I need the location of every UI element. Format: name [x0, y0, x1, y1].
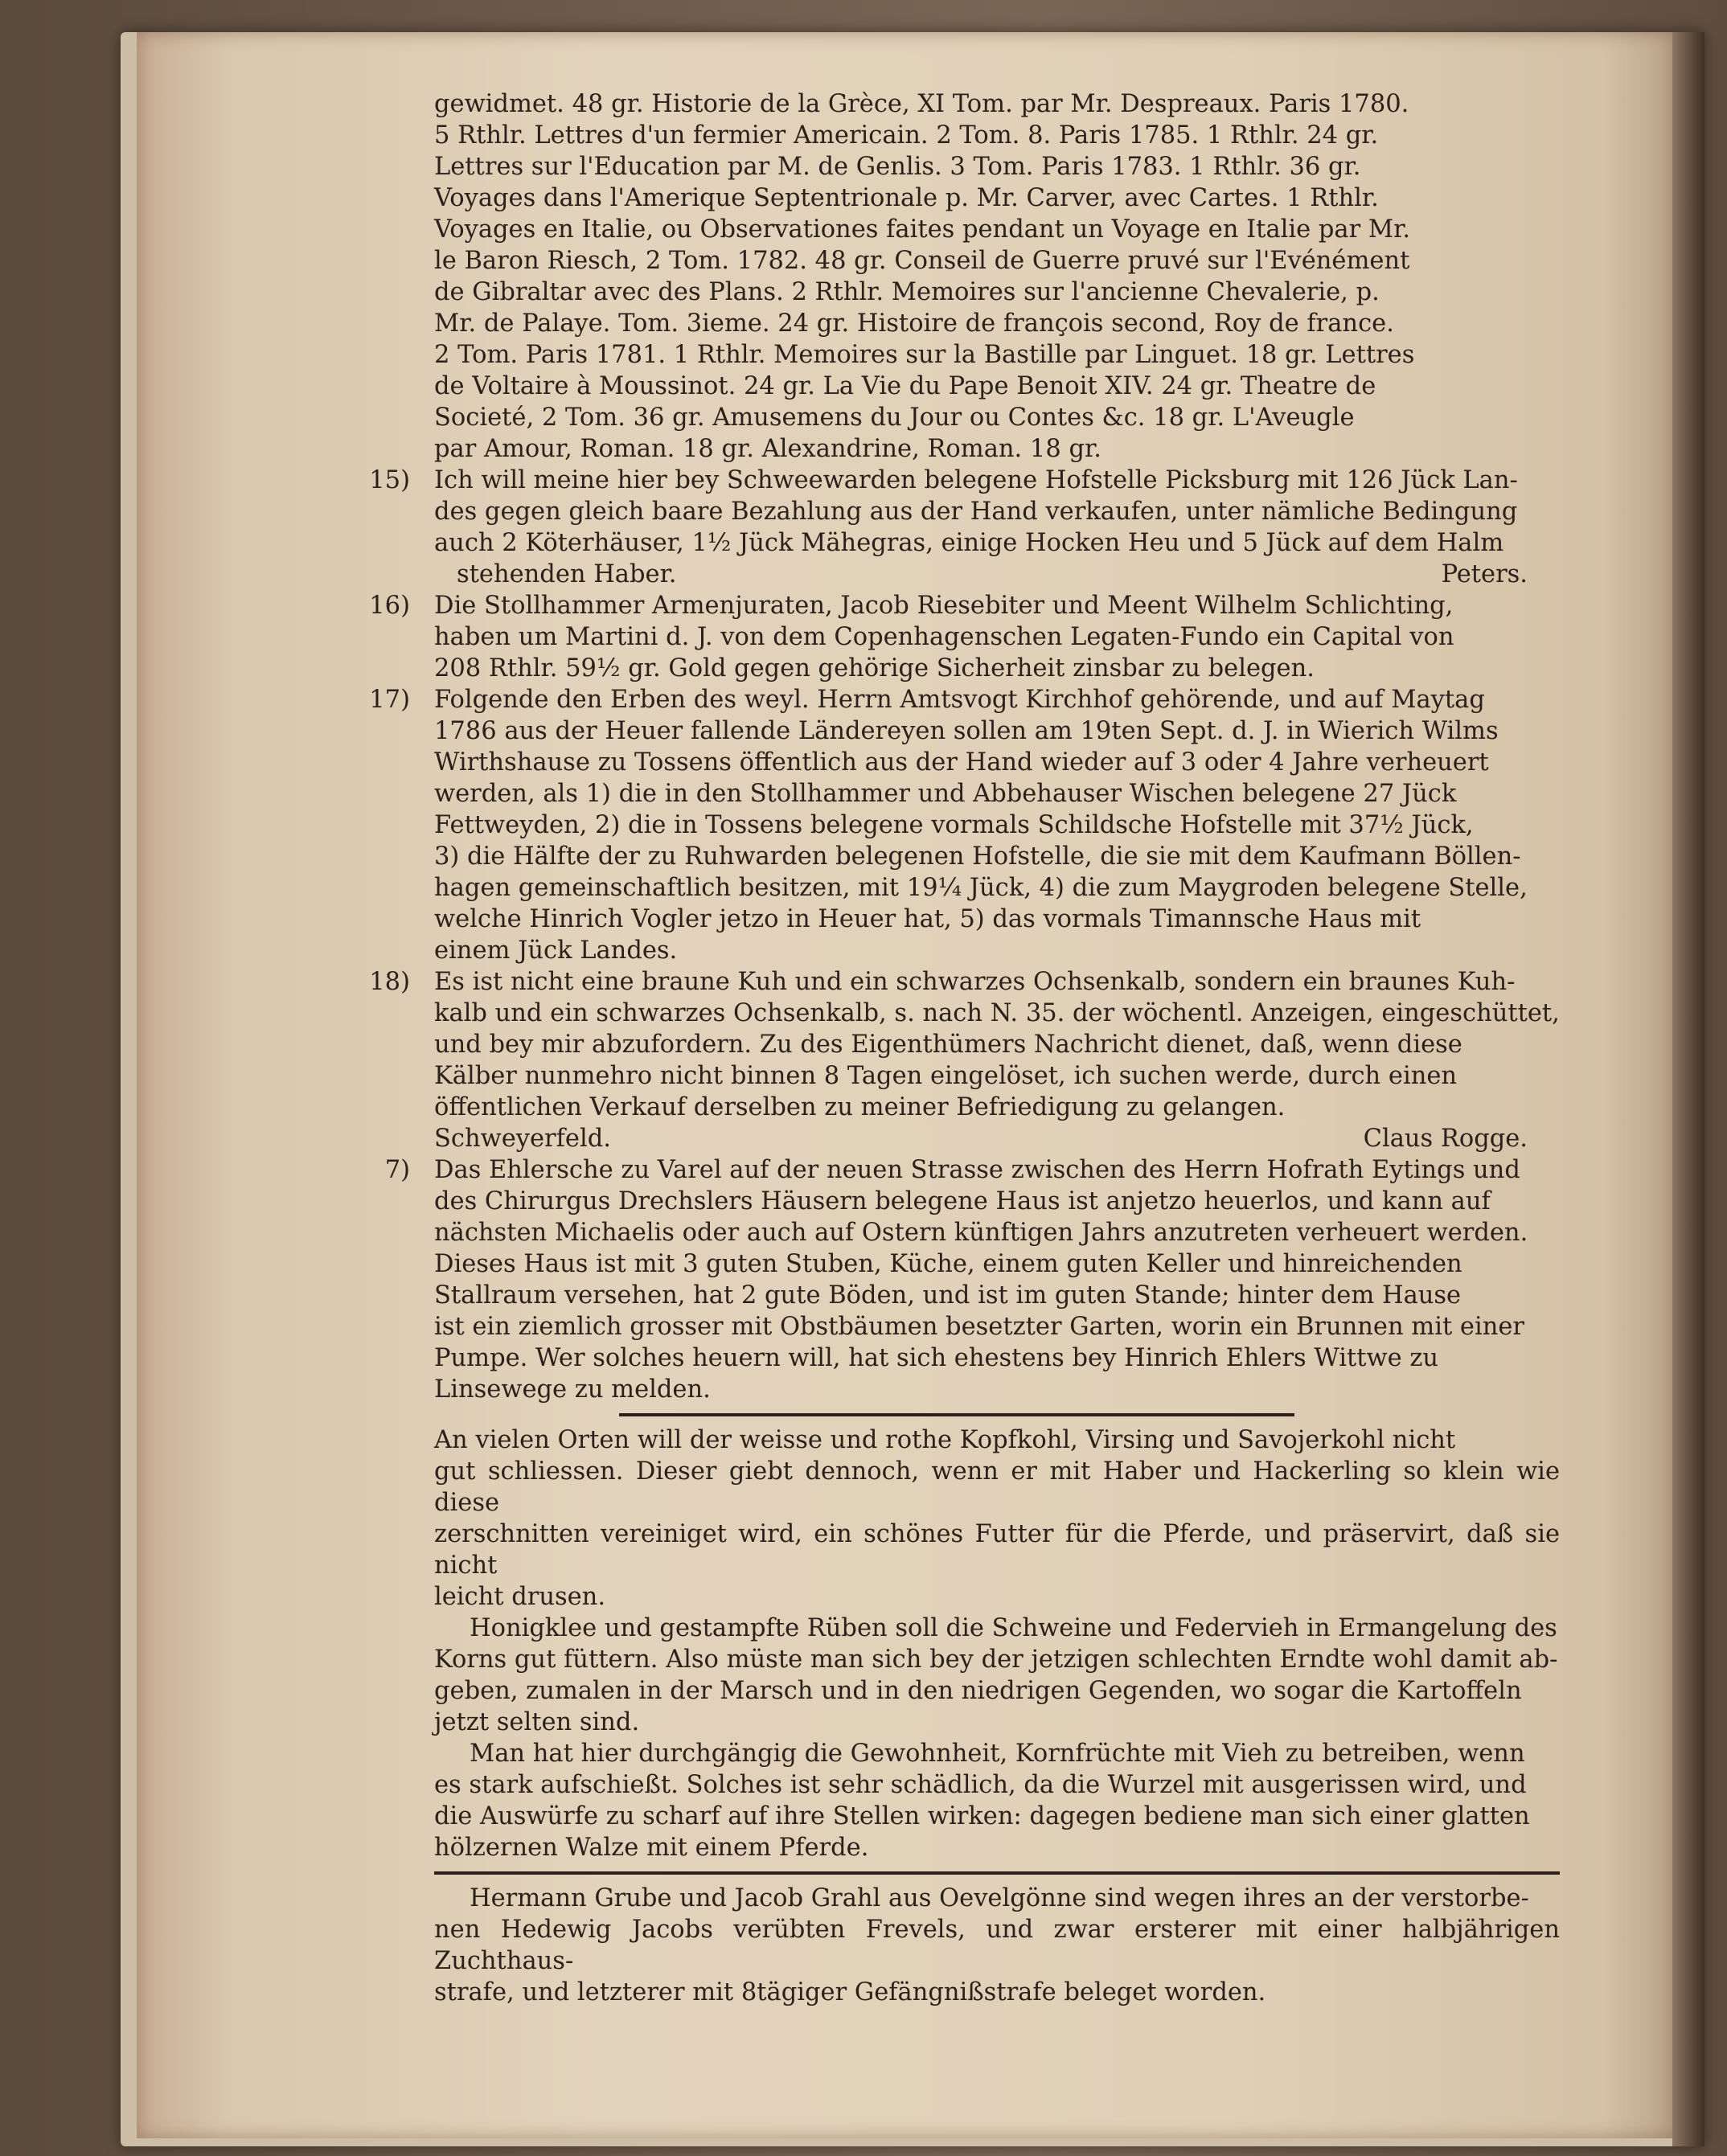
text-line: Linsewege zu melden. — [434, 1375, 711, 1404]
text-line: Stallraum versehen, hat 2 gute Böden, und ist im guten Stande; hinter dem Hause — [434, 1281, 1462, 1310]
text-line: 2 Tom. Paris 1781. 1 Rthlr. Memoires sur la Bastille par Linguet. 18 gr. Lettres — [434, 341, 1415, 369]
text-line: Honigklee und gestampfte Rüben soll die Schweine und Federvieh in Ermangelung des — [470, 1614, 1557, 1642]
text-line: hölzernen Walze mit einem Pferde. — [434, 1834, 869, 1862]
text-line: 5 Rthlr. Lettres d'un fermier Americain. 2 Tom. 8. Paris 1785. 1 Rthlr. 24 gr. — [434, 121, 1379, 150]
notice-number: 15) — [369, 466, 410, 494]
signature: Peters. — [1441, 560, 1528, 588]
text-line: hagen gemeinschaftlich besitzen, mit 19¼ Jück, 4) die zum Maygroden belegene Stelle, — [434, 874, 1528, 902]
text-line: stehenden Haber. — [457, 560, 677, 588]
text-line: nen Hedewig Jacobs verübten Frevels, und zwar ersterer mit einer halbjährigen Zuchthaus- — [434, 1916, 1560, 1975]
notice-number: 18) — [369, 968, 410, 996]
text-line: de Voltaire à Moussinot. 24 gr. La Vie du Pape Benoit XIV. 24 gr. Theatre de — [434, 372, 1376, 400]
advice-paragraph-grain — [434, 1738, 1560, 1863]
section-divider — [434, 1871, 1560, 1875]
text-line: einem Jück Landes. — [434, 937, 678, 965]
text-line: strafe, und letzterer mit 8tägiger Gefängnißstrafe beleget worden. — [434, 1978, 1266, 2006]
text-line: le Baron Riesch, 2 Tom. 1782. 48 gr. Conseil de Guerre pruvé sur l'Evénément — [434, 247, 1410, 275]
text-line: Wirthshause zu Tossens öffentlich aus der Hand wieder auf 3 oder 4 Jahre verheuert — [434, 748, 1489, 777]
text-line: 3) die Hälfte der zu Ruhwarden belegenen Hofstelle, die sie mit dem Kaufmann Böllen- — [434, 842, 1521, 871]
text-line: 208 Rthlr. 59½ gr. Gold gegen gehörige Sicherheit zinsbar zu belegen. — [434, 654, 1315, 682]
text-line: Dieses Haus ist mit 3 guten Stuben, Küche, einem guten Keller und hinreichenden — [434, 1250, 1462, 1278]
text-line: des Chirurgus Drechslers Häusern belegene Haus ist anjetzo heuerlos, und kann auf — [434, 1187, 1491, 1215]
text-line: Man hat hier durchgängig die Gewohnheit, Kornfrüchte mit Vieh zu betreiben, wenn — [470, 1740, 1525, 1768]
signature-place: Schweyerfeld. — [434, 1125, 611, 1153]
text-line: leicht drusen. — [434, 1583, 606, 1611]
text-line: Korns gut füttern. Also müste man sich bey der jetzigen schlechten Erndte wohl damit ab- — [434, 1646, 1558, 1674]
text-line: Societé, 2 Tom. 36 gr. Amusemens du Jour ou Contes &c. 18 gr. L'Aveugle — [434, 404, 1355, 432]
notice-number: 17) — [369, 686, 410, 714]
text-line: auch 2 Köterhäuser, 1½ Jück Mähegras, einige Hocken Heu und 5 Jück auf dem Halm — [434, 529, 1504, 557]
text-line: gut schliessen. Dieser giebt dennoch, wenn er mit Haber und Hackerling so klein wie diese — [434, 1457, 1560, 1517]
text-line: zerschnitten vereiniget wird, ein schönes Futter für die Pferde, und präservirt, daß sie nicht — [434, 1520, 1560, 1580]
notice-number: 16) — [369, 592, 410, 620]
text-line: gewidmet. 48 gr. Historie de la Grèce, XI Tom. par Mr. Despreaux. Paris 1780. — [434, 90, 1409, 118]
text-line: welche Hinrich Vogler jetzo in Heuer hat, 5) das vormals Timannsche Haus mit — [434, 905, 1421, 933]
text-line: jetzt selten sind. — [434, 1708, 640, 1736]
text-line: des gegen gleich baare Bezahlung aus der Hand verkaufen, unter nämliche Bedingung — [434, 498, 1518, 526]
text-line: haben um Martini d. J. von dem Copenhagenschen Legaten-Fundo ein Capital von — [434, 623, 1454, 651]
text-line: ist ein ziemlich grosser mit Obstbäumen besetzter Garten, worin ein Brunnen mit einer — [434, 1313, 1524, 1341]
text-line: Es ist nicht eine braune Kuh und ein schwarzes Ochsenkalb, sondern ein braunes Kuh- — [434, 968, 1516, 996]
text-line: geben, zumalen in der Marsch und in den niedrigen Gegenden, wo sogar die Kartoffeln — [434, 1677, 1522, 1705]
notice-7 — [384, 1154, 1560, 1405]
signature: Claus Rogge. — [1363, 1125, 1528, 1153]
text-line: Voyages dans l'Amerique Septentrionale p. Mr. Carver, avec Cartes. 1 Rthlr. — [434, 184, 1379, 212]
intro-book-list — [434, 88, 1560, 465]
notice-16 — [369, 590, 1560, 684]
text-line: kalb und ein schwarzes Ochsenkalb, s. nach N. 35. der wöchentl. Anzeigen, eingeschüttet, — [434, 999, 1560, 1027]
text-line: es stark aufschießt. Solches ist sehr schädlich, da die Wurzel mit ausgerissen wird, und — [434, 1771, 1527, 1799]
notice-18 — [369, 966, 1560, 1154]
text-line: An vielen Orten will der weisse und rothe Kopfkohl, Virsing und Savojerkohl nicht — [434, 1426, 1456, 1454]
page-text — [369, 88, 1560, 2008]
text-line: de Gibraltar avec des Plans. 2 Rthlr. Memoires sur l'ancienne Chevalerie, p. — [434, 278, 1380, 306]
text-line: Die Stollhammer Armenjuraten, Jacob Riesebiter und Meent Wilhelm Schlichting, — [434, 592, 1454, 620]
text-line: Ich will meine hier bey Schweewarden belegene Hofstelle Picksburg mit 126 Jück Lan- — [434, 466, 1518, 494]
text-line: Hermann Grube und Jacob Grahl aus Oevelgönne sind wegen ihres an der verstorbe- — [470, 1884, 1529, 1912]
notice-number: 7) — [384, 1156, 410, 1184]
notice-15 — [369, 465, 1560, 590]
advice-paragraph-cabbage — [434, 1424, 1560, 1613]
text-line: Voyages en Italie, ou Observationes faites pendant un Voyage en Italie par Mr. — [434, 215, 1411, 244]
text-line: Kälber nunmehro nicht binnen 8 Tagen eingelöset, ich suchen werde, durch einen — [434, 1062, 1458, 1090]
text-line: par Amour, Roman. 18 gr. Alexandrine, Roman. 18 gr. — [434, 435, 1101, 463]
text-line: werden, als 1) die in den Stollhammer und Abbehauser Wischen belegene 27 Jück — [434, 780, 1457, 808]
text-line: Mr. de Palaye. Tom. 3ieme. 24 gr. Histoire de françois second, Roy de france. — [434, 309, 1394, 338]
advice-paragraph-clover — [434, 1613, 1560, 1738]
text-line: 1786 aus der Heuer fallende Ländereyen sollen am 19ten Sept. d. J. in Wierich Wilms — [434, 717, 1499, 745]
text-line: Das Ehlersche zu Varel auf der neuen Strasse zwischen des Herrn Hofrath Eytings und — [434, 1156, 1520, 1184]
text-line: Lettres sur l'Education par M. de Genlis. 3 Tom. Paris 1783. 1 Rthlr. 36 gr. — [434, 153, 1361, 181]
text-line: Fettweyden, 2) die in Tossens belegene vormals Schildsche Hofstelle mit 37½ Jück, — [434, 811, 1474, 839]
book-gutter — [1672, 32, 1704, 2146]
text-line: nächsten Michaelis oder auch auf Ostern künftigen Jahrs anzutreten verheuert werden. — [434, 1219, 1528, 1247]
closing-notice — [434, 1883, 1560, 2008]
signature-row — [457, 559, 1560, 590]
signature-row — [434, 1123, 1560, 1154]
text-line: Folgende den Erben des weyl. Herrn Amtsvogt Kirchhof gehörende, und auf Maytag — [434, 686, 1485, 714]
text-line: die Auswürfe zu scharf auf ihre Stellen wirken: dagegen bediene man sich einer glatten — [434, 1802, 1530, 1830]
notice-17 — [369, 684, 1560, 966]
text-line: öffentlichen Verkauf derselben zu meiner Befriedigung zu gelangen. — [434, 1093, 1286, 1121]
text-line: und bey mir abzufordern. Zu des Eigenthümers Nachricht dienet, daß, wenn diese — [434, 1031, 1462, 1059]
section-divider — [619, 1413, 1294, 1416]
text-line: Pumpe. Wer solches heuern will, hat sich ehestens bey Hinrich Ehlers Wittwe zu — [434, 1344, 1439, 1372]
